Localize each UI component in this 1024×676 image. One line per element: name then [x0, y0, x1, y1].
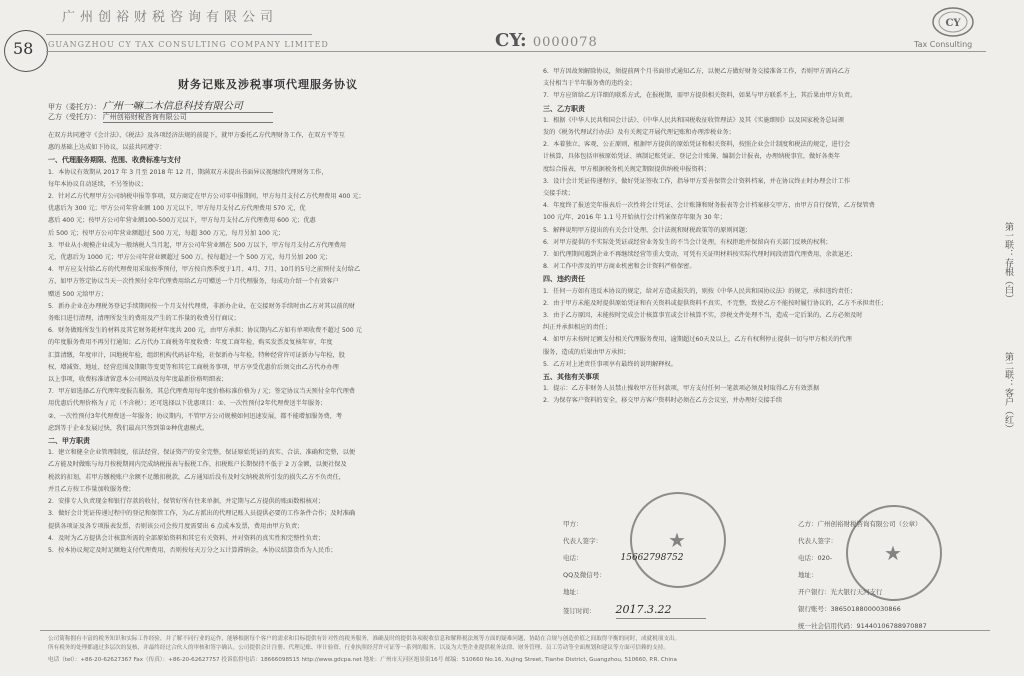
- sig-b-address-label: 地址：: [798, 571, 818, 579]
- clause-line: 3．设计会计凭证传递程序，做好凭证签收工作，指导甲方妥善保管会计资料档案，并在协议终止时办理会计工作: [543, 177, 851, 185]
- right-column-clauses: [543, 66, 988, 408]
- clause-line: 后 500 元；按甲方公司年营业额超过 500 万元，每超 300 万元，每月另加 100 元；: [48, 229, 285, 237]
- clause-line: 1．本协议有效期从 2017 年 3 月至 2018 年 12 月，期满双方未提出书面异议视继续代理财务工作，: [48, 168, 328, 176]
- clause-line: 并且乙方按工作量加收服务费；: [48, 485, 135, 493]
- clause-line: 元，优惠后为 1000 元；甲方公司年营业额超过 500 万，按每超过一个 500 万元，每月另加 200 元；: [48, 254, 332, 262]
- clause-line: 发的《税务代理试行办法》及有关规定开展代理记账和办理涉税业务；: [543, 129, 735, 137]
- sig-b-bank-value: 光大银行天河支行: [830, 588, 883, 596]
- clause-line: 3．由于乙方原因，未能按时完成会计核算事宜或会计核算不实，涉税文件处理不当，造成一定后果的，乙方必须及时: [543, 312, 863, 320]
- clause-line: 100 元/年，2016 年 1.1 号开始执行会计档案保存年限为 30 年；: [543, 214, 726, 222]
- sig-a-rep-label: 代表人签字：: [563, 537, 602, 545]
- footer-contact: 电话（tel）：+86-20-62627367 Fax（传真）：+86-20-62627757 投诉监督电话：18666098515 http://www.gdcpa.net 地址：广州市天河区旭景街16号 邮编：510660 No.16, Xujing Street, Tianhe District, Guangzhou, 510660, P.R. China: [48, 657, 677, 663]
- clause-line: 5．新办企业在办理税务登记手续期间按一个月支付代理费，非新办企业，在交接财务手续时由乙方对其以前的财: [48, 302, 356, 310]
- logo-text: Tax Consulting: [914, 40, 973, 49]
- company-name-cn: 广州创裕财税咨询有限公司: [62, 10, 279, 25]
- clause-line: 服务，造成的后果由甲方承担；: [543, 348, 630, 356]
- sig-b-value: 广州创裕财税咨询有限公司（公章）: [817, 520, 922, 528]
- clause-line: 2．安排专人负责现金和银行存款的收付，保管好所有往来单据，并定期与乙方提供的账面数相核对；: [48, 498, 325, 506]
- header-bottom-divider: [46, 51, 986, 52]
- copy-label-stub: 第一联：存根（白）: [1003, 222, 1013, 303]
- copy-label-client: 第二联：客户（红）: [1003, 352, 1013, 433]
- section-heading: 四、违约责任: [543, 275, 585, 284]
- logo-label: CY: [945, 18, 961, 29]
- clause-line: 1．建立和健全企业管理制度，依法经营，保证资产的安全完整，保证原始凭证的真实、合法、准确和完整，以便: [48, 449, 356, 457]
- clause-line: 6．财务做账所发生的材料及其它财务耗材年度共 200 元，由甲方承担；协议期内乙方如有单项收费不超过 500 元: [48, 327, 362, 335]
- document-title: 财务记账及涉税事项代理服务协议: [178, 78, 358, 91]
- clause-line: 8．对工作中涉及的甲方商业机密和会计资料严格保密。: [543, 263, 696, 271]
- header-divider: [46, 34, 312, 35]
- party-a-row: [48, 97, 273, 113]
- party-b-row: [48, 112, 273, 123]
- clause-line: 务账目进行清理，清理所发生的费用及产生的工作量的收费另行商议；: [48, 315, 240, 323]
- sig-b-credit-value: 91440106788970887: [856, 622, 927, 630]
- party-b-company-stamp: [846, 505, 942, 601]
- section-heading: 一、代理服务期限、范围、收费标准与支付: [48, 156, 181, 165]
- clause-line: 税款的扣划，若甲方缴税账户余额不足缴扣税款，乙方通知后没有及时交纳税款所引发的损失乙方不负责任，: [48, 473, 345, 481]
- party-a-value: 广州一嘛二木信息科技有限公司: [103, 97, 273, 113]
- clause-line: 权、增减资、地址、经营范围及期限等变更等和其它工商税务事项，甲方享受优惠价后须交由乙方代办办理: [48, 363, 339, 371]
- clause-line: 纠正并承担相应的责任；: [543, 324, 612, 332]
- stamp-star-icon: ★: [668, 528, 686, 552]
- party-b-label: 乙方（受托方）：: [48, 113, 101, 121]
- clause-line: 1．提示：乙方非财务人员禁止操收甲方任何款项，甲方支付任何一笔款项必须及时取得乙方有效票据: [543, 385, 820, 393]
- clause-line: 7．甲方如选择乙方代理年度报告服务，其总代理费用每年度价格标准价格为 / 元；签定协议当天预付全年代理费: [48, 388, 355, 396]
- sig-b-phone-label: 电话：: [798, 554, 818, 562]
- clause-line: 计核算，具体包括审核原始凭证、填制记账凭证、登记会计账簿、编制会计报表，办理纳税事宜，做好各类年: [543, 153, 840, 161]
- clause-line: 交接手续；: [543, 190, 574, 198]
- sig-b-account-value: 38650188000030866: [830, 605, 901, 613]
- clause-line: 用优惠后代理价格为 / 元（不含税）；还可选择以下优惠项目：①、一次性预付2年代理费送半年服务；: [48, 400, 327, 408]
- clause-line: 惠后 400 元；按甲方公司年营业额100-500万元以下，甲方每月支付乙方代理费用 600 元；优惠: [48, 217, 316, 225]
- party-a-label: 甲方（委托方）：: [48, 103, 101, 111]
- clause-line: 提供各项证及各专项报表发票，否则该公司会按月度需要出 6 点成本发票，费用由甲方负责；: [48, 522, 304, 530]
- sig-a-date-label: 签订时间：: [563, 607, 596, 615]
- clause-line: 4．甲方应支付给乙方的代理费用采取按季预付，甲方按自然季度于1月、4月、7月、10月的5号之前预付支付给乙: [48, 266, 361, 274]
- sig-b-bank-label: 开户银行：: [798, 588, 831, 596]
- section-heading: 三、乙方职责: [543, 104, 585, 113]
- clause-line: 度综合报表，甲方根据税务机关规定期限提供纳税申报资料；: [543, 165, 711, 173]
- clause-line: 2．为保存客户资料的安全，移交甲方客户资料时必须在乙方会议室，并办理好交接手续: [543, 397, 783, 405]
- clause-line: 惠的基础上达成如下协议，以兹共同遵守：: [48, 144, 166, 152]
- sig-b-account-label: 银行账号：: [798, 605, 831, 613]
- serial-number: [495, 30, 598, 51]
- party-a-company-stamp: [630, 492, 726, 588]
- company-name-en: GUANGZHOU CY TAX CONSULTING COMPANY LIMITED: [48, 40, 329, 49]
- clause-line: 5．解释说明甲方提出的有关会计处理、会计法规和财税政策等的原则问题；: [543, 226, 752, 234]
- clause-line: 以上事项，收费标准请留意本公司网站及每年度最新价格明细表；: [48, 376, 228, 384]
- party-b-value: 广州创裕财税咨询有限公司: [103, 112, 273, 123]
- clause-line: 在双方共同遵守《会计法》、《税法》及各项经济法规的前提下，就甲方委托乙方代理财务工作，在双方平等互: [48, 132, 345, 139]
- clause-line: 7．甲方应留给乙方详细的联系方式，在报税期，需甲方提供相关资料，如果与甲方联系不上，其后果由甲方负责。: [543, 92, 857, 100]
- clause-line: 汇算清缴，年度审计，国地税年检，组织机构代码证年检，社保新办与年检，特种经营许可证新办与年检，股: [48, 351, 345, 359]
- footer-line-2: 所有税务的处理都通过多层次的复核，并最终经过合伙人的审核和签字确认。公司提供会计注册、代理记账、审计验资、行业执照经营许可证等一系列的服务，以及为大型企业提供税务法律、财务管理、员工劳动等全面规划和建议等方面可信赖的支持。: [48, 645, 669, 651]
- footer-line-1: 公司简称拥有丰富的税务知识和实际工作经验，并了解不同行业的运作，能够根据每个客户的需求和目标提供有针对性的税务服务，准确及时的提供各项税收信息和解释税法规等方面的疑难问题，协助在合规与创造价值之间取得平衡的同时，成就税项支出。: [48, 636, 681, 642]
- sig-b-credit-label: 统一社会信用代码：: [798, 622, 857, 630]
- clause-line: 3．做好会计凭证传递过程中的登记和保管工作，为乙方派出的代理记账人员提供必要的工作条件合作；及时准确: [48, 510, 356, 518]
- clause-line: 1．任何一方如有违反本协议的规定，给对方造成损失的，则按《中华人民共和国协议法》的规定，承担违约责任；: [543, 287, 857, 295]
- sig-a-qq-label: QQ及微信号：: [563, 571, 606, 579]
- sig-a-label: 甲方：: [563, 520, 583, 528]
- clause-line: 每年本协议自动延续，不另签协议；: [48, 180, 147, 188]
- sig-a-address-label: 地址：: [563, 588, 583, 596]
- serial-prefix: CY:: [495, 30, 527, 51]
- sig-a-phone-label: 电话：: [563, 554, 583, 562]
- section-heading: 五、其他有关事项: [543, 373, 599, 382]
- clause-line: 6．甲方因故须解除协议，须提前两个月书面形式通知乙方，以便乙方做好财务交接准备工作，否则甲方需向乙方: [543, 68, 851, 75]
- clause-line: 5．乙方对上述责任事项享有最终的说明解释权。: [543, 360, 677, 368]
- clause-line: 的年度服务费用不再另行通知；乙方代办工商税务年度收费：年度工商年检，购买发票及复核年审，年度: [48, 339, 333, 347]
- clause-line: 2．本着独立、客观、公正原则，根据甲方提供的原始凭证和相关资料，按照企业会计制度和税法的规定，进行会: [543, 141, 851, 149]
- serial-value: 0000078: [532, 35, 598, 50]
- footer-divider: [40, 630, 990, 631]
- clause-line: 3．甲业从小规模企业成为一般纳税人当月起，甲方公司年营业额在 500 万以下，甲方每月支付乙方代理费用: [48, 241, 347, 249]
- sig-a-phone-value: 15662798752: [620, 553, 684, 563]
- clause-line: 2．针对乙方代理甲方公司纳税申报等事项，双方商定在甲方公司零申报期间，甲方每月支付乙方代理费用 400 元；: [48, 193, 365, 201]
- clause-line: 虑到等于企业发展过快，我们最高只签到第②种优惠模式。: [48, 424, 209, 432]
- section-heading: 二、甲方职责: [48, 437, 90, 446]
- clause-line: 1．根据《中华人民共和国会计法》、《中华人民共和国税收征收管理法》及其《实施细则》以及国家税务总局颁: [543, 116, 844, 124]
- clause-line: 4．如甲方未按时足额支付相关代理服务费用，逾期超过60天及以上，乙方有权利停止提供一切与甲方相关的代理: [543, 336, 852, 344]
- clause-line: 5．按本协议规定及时足额地支付代理费用，否则按每天万分之五计算滞纳金，本协议结算货币为人民币；: [48, 546, 337, 554]
- page-number: 58: [13, 39, 34, 58]
- clause-line: 支付相当于半年服务费的违约金；: [543, 80, 636, 88]
- page-number-circle: [4, 30, 48, 72]
- clause-line: 2．由于甲方未能及时提供原始凭证和有关资料或提供资料不真实、不完整，致使乙方不能按时履行协议的，乙方不承担责任；: [543, 299, 888, 307]
- clause-line: 6．对甲方提供的不实际处凭证或经营业务发生的不当会计处理，有权拒绝并保留向有关部门反映的权利；: [543, 238, 832, 246]
- sig-b-phone-value: 020-: [817, 554, 833, 562]
- left-column-clauses: [48, 130, 503, 557]
- clause-line: 乙方能及时做账与每月按税期间内完成纳税报表与报税工作，扣税账户长期保持不低于 2 万金额，以便社保及: [48, 461, 347, 469]
- clause-line: 7．如代理期间遇到企业不再继续经营等重大变动，可凭有关证明材料按实际代理时间段清算代理费用，余款退还；: [543, 251, 857, 259]
- clause-line: 方，如甲方签定协议当天一次性预付全年代理费用给乙方可赠送一个月代理服务，每成功介绍一个有效客户: [48, 278, 339, 286]
- clause-line: 赠送 500 元给甲方；: [48, 290, 108, 298]
- stamp-star-icon: ★: [884, 541, 902, 565]
- clause-line: 优惠后为 300 元；甲方公司年营业额 100 万元以下，甲方每月支付乙方代理费用 570 元，优: [48, 205, 306, 213]
- clause-line: ②、一次性预付3年代理费送一年服务；协议期内，不管甲方公司规模如何迅速发展，都不能增加服务费，考: [48, 412, 343, 420]
- clause-line: 4．及时为乙方提供会计核算所需的全部原始资料和其它有关资料，并对资料的真实性和完整性负责；: [48, 534, 325, 542]
- sig-b-label: 乙方：: [798, 520, 818, 528]
- sig-a-date-value: 2017.3.22: [616, 601, 706, 619]
- clause-line: 4．年度终了报送完年报表后一次性将会计凭证、会计账簿和财务报表等会计档案移交甲方，由甲方自行保管，乙方保管费: [543, 202, 875, 210]
- sig-b-rep-label: 代表人签字：: [798, 537, 837, 545]
